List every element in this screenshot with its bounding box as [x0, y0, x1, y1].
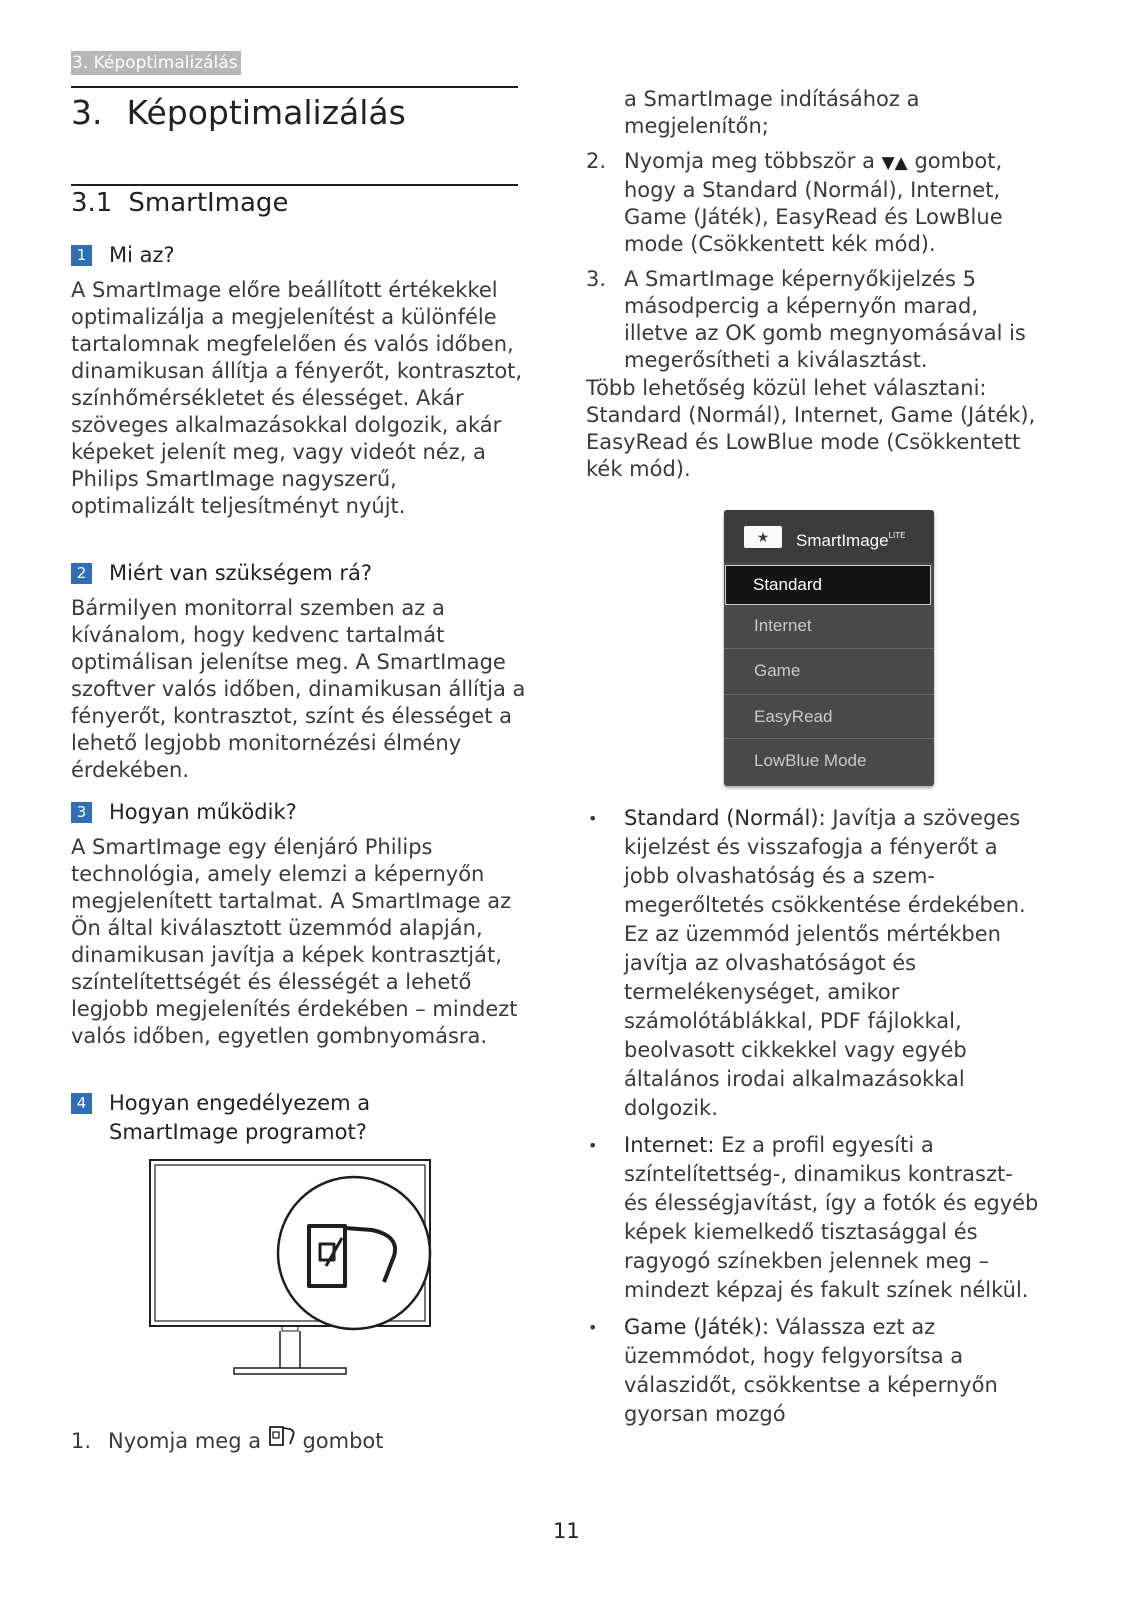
mode-item-standard [586, 804, 1041, 1123]
bullet: • [588, 1318, 598, 1337]
number-badge: 3 [71, 802, 92, 823]
question-text: Hogyan engedélyezem a SmartImage programot? [109, 1091, 371, 1144]
osd-item-easyread[interactable]: EasyRead [754, 707, 833, 726]
question-text: Miért van szükségem rá? [109, 561, 373, 585]
osd-divider [724, 694, 934, 695]
step-text-before: Nyomja meg többször a [624, 149, 882, 173]
step-text-after: gombot [302, 1429, 384, 1453]
osd-item-standard[interactable]: Standard [725, 565, 931, 605]
section-heading [71, 187, 288, 219]
page-number: 11 [553, 1519, 580, 1543]
step-number: 3. [586, 267, 607, 291]
running-head: 3. Képoptimalizálás [71, 51, 241, 75]
osd-divider [724, 648, 934, 649]
mode-list [586, 804, 1041, 1437]
steps-list [586, 148, 1038, 374]
step-text-before: Nyomja meg a [108, 1429, 262, 1453]
osd-header [724, 510, 934, 562]
mode-description: Ez a profil egyesíti a színtelítettség-, dinamikus kontraszt- és élességjavítást, így a fotók és egyéb képek kiemelkedő tisztasággal és ragyogó színekben jelennek meg – mindezt képzaj és fakult színek nélkül. [624, 1133, 1039, 1302]
step-text: A SmartImage képernyőkijelzés 5 másodpercig a képernyőn marad, illetve az OK gomb megnyomásával is megerősítheti a kiválasztást. [624, 267, 1026, 372]
chapter-heading [71, 93, 406, 133]
number-badge: 1 [71, 245, 92, 266]
paragraph-2: Bármilyen monitorral szemben az a kívánalom, hogy kedvenc tartalmát optimálisan jelenítse meg. A SmartImage szoftver valós időben, dinamikusan állítja a fényerőt, kontrasztot, színt és élességet a lehető legjobb monitornézési élmény érdekében. [71, 596, 526, 782]
chapter-rule [71, 86, 518, 88]
question-text: Mi az? [109, 243, 175, 267]
question-2 [71, 559, 372, 588]
bullet: • [588, 809, 598, 828]
bullet: • [588, 1136, 598, 1155]
mode-item-internet [586, 1131, 1041, 1305]
mode-term: Game (Játék): [624, 1315, 770, 1339]
question-3 [71, 798, 297, 827]
number-badge: 2 [71, 563, 92, 584]
star-icon: ★ [744, 526, 782, 548]
number-badge: 4 [71, 1093, 92, 1114]
chapter-number: 3. [71, 93, 103, 132]
chapter-title: Képoptimalizálás [126, 93, 406, 132]
step-number: 2. [586, 149, 607, 173]
question-text: Hogyan működik? [109, 800, 297, 824]
paragraph-3: A SmartImage egy élenjáró Philips technológia, amely elemzi a képernyőn megjelenített tartalmat. A SmartImage az Ön által kiválasztott üzemmód alapján, dinamikusan javítja a képek kontrasztját, színtelítettségét és élességét a lehető legjobb megjelenítés érdekében – mindezt valós időben, egyetlen gombnyomásra. [71, 835, 518, 1048]
step-text-after: gombot, hogy a Standard (Normál), Internet, Game (Játék), EasyRead és LowBlue mode (Csökkentett kék mód). [624, 149, 1003, 256]
question-1 [71, 241, 175, 270]
osd-divider [724, 738, 934, 739]
step-number: 1. [71, 1429, 92, 1453]
step-item [586, 148, 1038, 258]
osd-item-lowblue[interactable]: LowBlue Mode [754, 751, 867, 770]
choices-paragraph: Több lehetőség közül lehet választani: Standard (Normál), Internet, Game (Játék), EasyRead és LowBlue mode (Csökkentett kék mód). [586, 376, 1036, 481]
osd-item-game[interactable]: Game [754, 661, 801, 680]
smartimage-osd-menu [724, 510, 934, 786]
question-4 [71, 1089, 431, 1147]
section-title: SmartImage [128, 188, 289, 218]
mode-description: Javítja a szöveges kijelzést és visszafogja a fényerőt a jobb olvashatóság és a szem-megerőltetés csökkentése érdekében. Ez az üzemmód jelentős mértékben javítja az olvashatóságot és termelékenységet, amikor számolótáblákkal, PDF fájlokkal, beolvasott cikkekkel vagy egyéb általános irodai alkalmazásokkal dolgozik. [624, 806, 1026, 1120]
section-rule [71, 184, 518, 186]
mode-term: Standard (Normál): [624, 806, 826, 830]
step-1-continued: a SmartImage indításához a megjelenítőn; [624, 87, 920, 138]
monitor-illustration [148, 1158, 438, 1382]
arrow-down-up-icon: ▼▲ [881, 153, 908, 173]
osd-title [796, 524, 906, 553]
step-item [586, 266, 1038, 374]
section-number: 3.1 [71, 188, 113, 218]
mode-term: Internet: [624, 1133, 715, 1157]
osd-item-internet[interactable]: Internet [754, 616, 812, 635]
osd-title-sup: LITE [888, 531, 906, 540]
paragraph-1: A SmartImage előre beállított értékekkel optimalizálja a megjelenítést a különféle tartalomnak megfelelően és valós időben, dinamikusan állítja a fényerőt, kontrasztot, színhőmérsékletet és élességet. Akár szöveges alkalmazásokkal dolgozik, akár képeket jelenít meg, vagy videót néz, a Philips SmartImage nagyszerű, optimalizált teljesítményt nyújt. [71, 278, 523, 518]
mode-description: Válassza ezt az üzemmódot, hogy felgyorsítsa a válaszidőt, csökkentse a képernyőn gyorsan mozgó [624, 1315, 998, 1426]
osd-title-text: SmartImage [796, 531, 889, 550]
smartimage-icon [268, 1424, 296, 1450]
step-1 [71, 1424, 384, 1456]
mode-item-game [586, 1313, 1041, 1429]
